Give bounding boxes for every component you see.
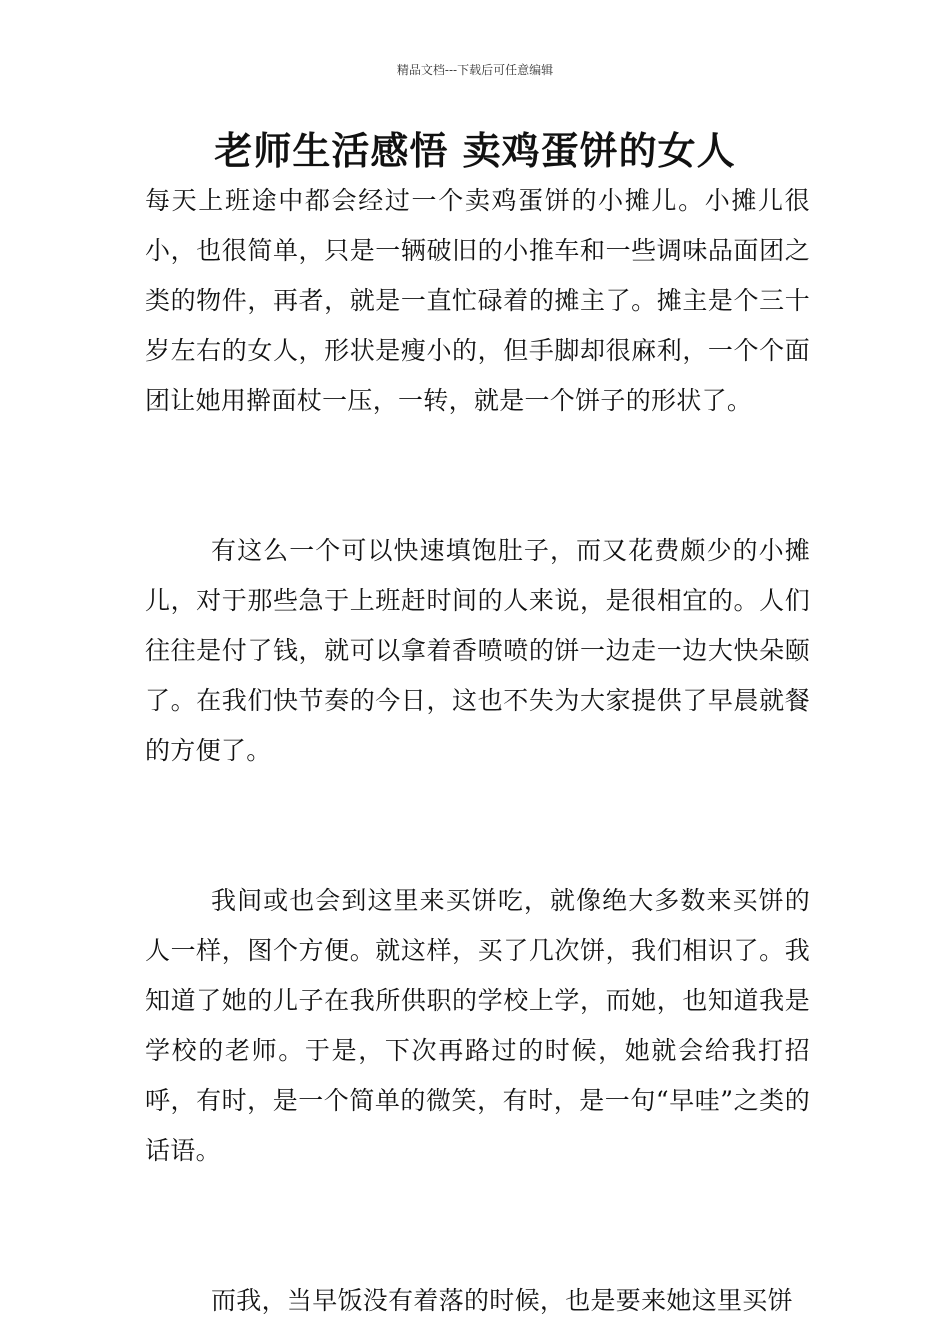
document-title: 老师生活感悟 卖鸡蛋饼的女人	[214, 128, 736, 173]
page-header: 精品文档---下载后可任意编辑	[396, 63, 554, 77]
paragraph-3: 我间或也会到这里来买饼吃，就像绝大多数来买饼的人一样，图个方便。就这样，买了几次饼，我们相识了。我知道了她的儿子在我所供职的学校上学，而她，也知道我是学校的老师。于是，下次再路过的时候，她就会给我打招呼，有时，是一个简单的微笑，有时，是一句“早哇”之类的话语。	[145, 886, 810, 1165]
document-body	[145, 176, 810, 1326]
paragraph-2: 有这么一个可以快速填饱肚子，而又花费颇少的小摊儿，对于那些急于上班赶时间的人来说，是很相宜的。人们往往是付了钱，就可以拿着香喷喷的饼一边走一边大快朵颐了。在我们快节奏的今日，这也不失为大家提供了早晨就餐的方便了。	[145, 536, 810, 765]
paragraph-1: 每天上班途中都会经过一个卖鸡蛋饼的小摊儿。小摊儿很小，也很简单，只是一辆破旧的小推车和一些调味品面团之类的物件，再者，就是一直忙碌着的摊主了。摊主是个三十岁左右的女人，形状是瘦小的，但手脚却很麻利，一个个面团让她用擀面杖一压，一转，就是一个饼子的形状了。	[145, 186, 810, 415]
paragraph-4: 而我，当早饭没有着落的时候，也是要来她这里买饼	[211, 1286, 793, 1315]
